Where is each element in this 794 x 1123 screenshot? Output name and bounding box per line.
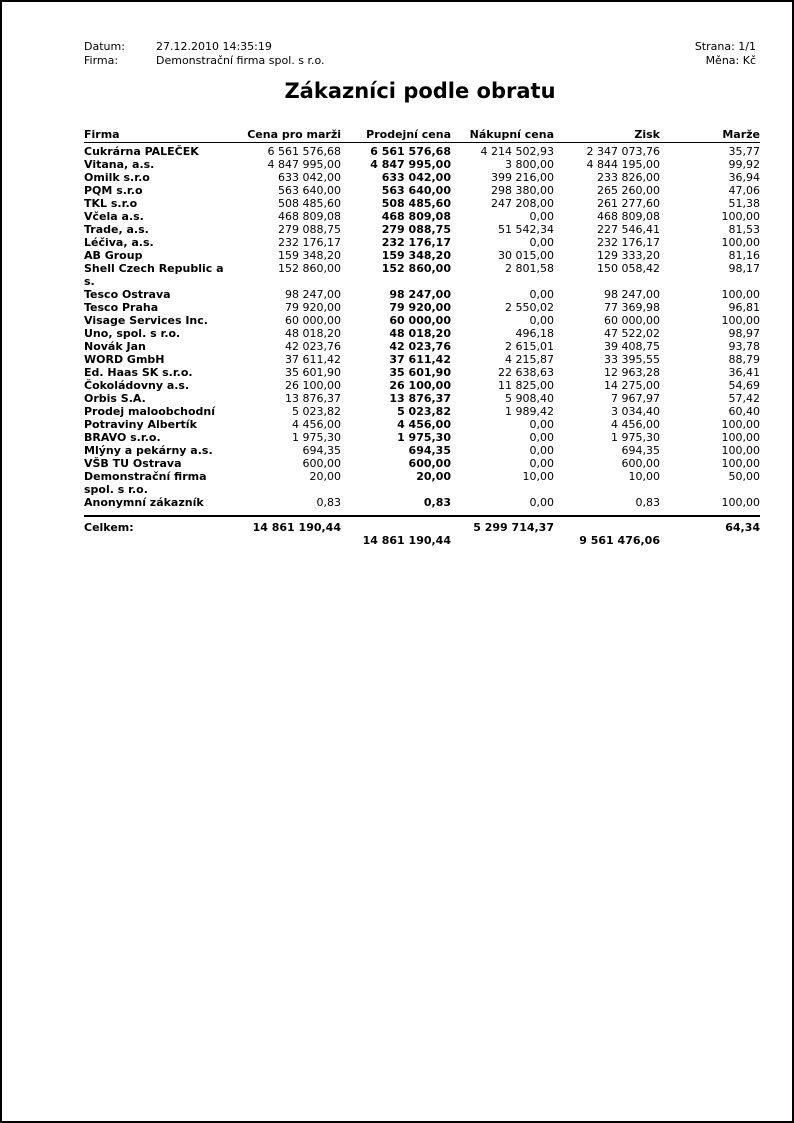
column-header-nakupni_cena: Nákupní cena <box>451 128 554 143</box>
column-header-zisk: Zisk <box>554 128 660 143</box>
cell-zisk: 2 347 073,76 <box>586 145 660 158</box>
cell-firma: Anonymní zákazník <box>84 496 204 509</box>
cell-nakupni_cena: 0,00 <box>529 210 554 223</box>
cell-prodejni_cena: 48 018,20 <box>389 327 451 340</box>
report-content <box>2 2 792 547</box>
cell-zisk: 600,00 <box>621 457 660 470</box>
cell-cena_pro_marzi: 98 247,00 <box>285 288 341 301</box>
cell-firma: Čokoládovny a.s. <box>84 379 190 392</box>
cell-prodejni_cena: 468 809,08 <box>381 210 451 223</box>
cell-firma: WORD GmbH <box>84 353 165 366</box>
table-row <box>84 288 760 301</box>
cell-cena_pro_marzi: 159 348,20 <box>278 249 341 262</box>
cell-prodejni_cena: 600,00 <box>408 457 451 470</box>
cell-zisk: 60 000,00 <box>604 314 660 327</box>
cell-prodejni_cena: 35 601,90 <box>389 366 451 379</box>
cell-zisk: 261 277,60 <box>597 197 660 210</box>
cell-prodejni_cena: 232 176,17 <box>381 236 451 249</box>
meta-right-block <box>695 40 756 68</box>
table-row <box>84 392 760 405</box>
cell-marze: 35,77 <box>728 145 760 158</box>
cell-marze: 100,00 <box>721 236 760 249</box>
cell-cena_pro_marzi: 5 023,82 <box>292 405 341 418</box>
cell-cena_pro_marzi: 26 100,00 <box>285 379 341 392</box>
table-row <box>84 301 760 314</box>
cell-prodejni_cena: 4 847 995,00 <box>370 158 451 171</box>
mena-value: Měna: Kč <box>705 54 756 67</box>
cell-firma: TKL s.r.o <box>84 197 138 210</box>
cell-prodejni_cena: 13 876,37 <box>389 392 451 405</box>
cell-nakupni_cena: 0,00 <box>529 431 554 444</box>
cell-nakupni_cena: 0,00 <box>529 444 554 457</box>
totals-cena-pro-marzi: 14 861 190,44 <box>239 516 341 534</box>
cell-firma: Demonstrační firma spol. s r.o. <box>84 470 207 496</box>
cell-zisk: 150 058,42 <box>597 262 660 275</box>
cell-firma: Včela a.s. <box>84 210 144 223</box>
table-row <box>84 470 760 496</box>
cell-prodejni_cena: 152 860,00 <box>381 262 451 275</box>
cell-prodejni_cena: 20,00 <box>416 470 451 483</box>
cell-zisk: 265 260,00 <box>597 184 660 197</box>
report-meta <box>84 40 756 68</box>
cell-marze: 100,00 <box>721 288 760 301</box>
firma-value: Demonstrační firma spol. s r.o. <box>156 54 325 67</box>
cell-marze: 36,94 <box>728 171 760 184</box>
cell-firma: Prodej maloobchodní <box>84 405 216 418</box>
table-row <box>84 457 760 470</box>
cell-firma: VŠB TU Ostrava <box>84 457 182 470</box>
table-row <box>84 379 760 392</box>
cell-marze: 60,40 <box>728 405 760 418</box>
table-row <box>84 158 760 171</box>
cell-firma: Tesco Ostrava <box>84 288 171 301</box>
cell-nakupni_cena: 0,00 <box>529 236 554 249</box>
cell-zisk: 98 247,00 <box>604 288 660 301</box>
cell-zisk: 468 809,08 <box>597 210 660 223</box>
totals-spacer <box>451 534 554 547</box>
totals-label: Celkem: <box>84 516 239 534</box>
cell-firma: Trade, a.s. <box>84 223 149 236</box>
datum-label: Datum: <box>84 40 125 53</box>
cell-cena_pro_marzi: 232 176,17 <box>278 236 341 249</box>
cell-marze: 47,06 <box>728 184 760 197</box>
cell-marze: 100,00 <box>721 444 760 457</box>
table-row <box>84 143 760 159</box>
cell-cena_pro_marzi: 468 809,08 <box>278 210 341 223</box>
cell-cena_pro_marzi: 152 860,00 <box>278 262 341 275</box>
table-row <box>84 249 760 262</box>
cell-prodejni_cena: 279 088,75 <box>381 223 451 236</box>
cell-zisk: 10,00 <box>628 470 660 483</box>
cell-zisk: 7 967,97 <box>611 392 660 405</box>
cell-cena_pro_marzi: 4 847 995,00 <box>267 158 341 171</box>
cell-nakupni_cena: 5 908,40 <box>505 392 554 405</box>
cell-prodejni_cena: 4 456,00 <box>397 418 451 431</box>
table-row <box>84 314 760 327</box>
table-row <box>84 444 760 457</box>
cell-nakupni_cena: 11 825,00 <box>498 379 554 392</box>
cell-marze: 100,00 <box>721 210 760 223</box>
cell-nakupni_cena: 1 989,42 <box>505 405 554 418</box>
cell-zisk: 227 546,41 <box>597 223 660 236</box>
table-body <box>84 143 760 517</box>
totals-row-1 <box>84 516 760 534</box>
cell-marze: 50,00 <box>728 470 760 483</box>
cell-marze: 99,92 <box>728 158 760 171</box>
firma-label: Firma: <box>84 54 119 67</box>
cell-firma: Cukrárna PALEČEK <box>84 145 199 158</box>
cell-prodejni_cena: 37 611,42 <box>389 353 451 366</box>
cell-prodejni_cena: 6 561 576,68 <box>370 145 451 158</box>
cell-prodejni_cena: 79 920,00 <box>389 301 451 314</box>
cell-nakupni_cena: 2 550,02 <box>505 301 554 314</box>
cell-cena_pro_marzi: 37 611,42 <box>285 353 341 366</box>
cell-marze: 100,00 <box>721 418 760 431</box>
table-row <box>84 210 760 223</box>
table-row <box>84 418 760 431</box>
cell-cena_pro_marzi: 279 088,75 <box>278 223 341 236</box>
column-header-firma: Firma <box>84 128 239 143</box>
cell-prodejni_cena: 0,83 <box>423 496 451 509</box>
cell-firma: AB Group <box>84 249 143 262</box>
cell-zisk: 47 522,02 <box>604 327 660 340</box>
cell-nakupni_cena: 496,18 <box>515 327 554 340</box>
cell-firma: Novák Jan <box>84 340 146 353</box>
cell-marze: 88,79 <box>728 353 760 366</box>
cell-nakupni_cena: 2 801,58 <box>505 262 554 275</box>
table-row <box>84 405 760 418</box>
cell-cena_pro_marzi: 13 876,37 <box>285 392 341 405</box>
cell-zisk: 77 369,98 <box>604 301 660 314</box>
cell-cena_pro_marzi: 0,83 <box>316 496 341 509</box>
cell-marze: 100,00 <box>721 457 760 470</box>
cell-prodejni_cena: 694,35 <box>408 444 451 457</box>
cell-nakupni_cena: 399 216,00 <box>491 171 554 184</box>
cell-marze: 51,38 <box>728 197 760 210</box>
cell-marze: 81,16 <box>728 249 760 262</box>
cell-prodejni_cena: 5 023,82 <box>397 405 451 418</box>
strana-value: Strana: 1/1 <box>694 40 756 53</box>
table-row <box>84 197 760 210</box>
table-row <box>84 262 760 288</box>
table-row <box>84 236 760 249</box>
table-row <box>84 171 760 184</box>
cell-firma: BRAVO s.r.o. <box>84 431 161 444</box>
cell-cena_pro_marzi: 600,00 <box>302 457 341 470</box>
cell-firma: Shell Czech Republic a s. <box>84 262 224 288</box>
cell-prodejni_cena: 633 042,00 <box>381 171 451 184</box>
cell-nakupni_cena: 4 214 502,93 <box>480 145 554 158</box>
cell-zisk: 39 408,75 <box>604 340 660 353</box>
page-title: Zákazníci podle obratu <box>284 79 556 103</box>
cell-marze: 93,78 <box>728 340 760 353</box>
column-header-prodejni_cena: Prodejní cena <box>341 128 451 143</box>
totals-nakupni-cena: 5 299 714,37 <box>451 516 554 534</box>
totals-spacer <box>660 534 760 547</box>
cell-nakupni_cena: 298 380,00 <box>491 184 554 197</box>
cell-zisk: 14 275,00 <box>604 379 660 392</box>
firma-row <box>84 54 325 68</box>
cell-cena_pro_marzi: 35 601,90 <box>285 366 341 379</box>
cell-nakupni_cena: 10,00 <box>522 470 554 483</box>
cell-nakupni_cena: 0,00 <box>529 418 554 431</box>
cell-cena_pro_marzi: 60 000,00 <box>285 314 341 327</box>
cell-zisk: 0,83 <box>635 496 660 509</box>
table-row <box>84 184 760 197</box>
cell-cena_pro_marzi: 1 975,30 <box>292 431 341 444</box>
cell-cena_pro_marzi: 42 023,76 <box>285 340 341 353</box>
cell-marze: 36,41 <box>728 366 760 379</box>
cell-prodejni_cena: 60 000,00 <box>389 314 451 327</box>
cell-cena_pro_marzi: 4 456,00 <box>292 418 341 431</box>
cell-zisk: 4 456,00 <box>611 418 660 431</box>
cell-prodejni_cena: 98 247,00 <box>389 288 451 301</box>
cell-zisk: 232 176,17 <box>597 236 660 249</box>
cell-nakupni_cena: 0,00 <box>529 314 554 327</box>
cell-firma: Vitana, a.s. <box>84 158 155 171</box>
totals-spacer <box>239 534 341 547</box>
table-row <box>84 353 760 366</box>
cell-marze: 57,42 <box>728 392 760 405</box>
customers-by-turnover-table <box>84 128 760 547</box>
cell-prodejni_cena: 563 640,00 <box>381 184 451 197</box>
cell-zisk: 129 333,20 <box>597 249 660 262</box>
cell-prodejni_cena: 159 348,20 <box>381 249 451 262</box>
totals-marze: 64,34 <box>660 516 760 534</box>
cell-firma: PQM s.r.o <box>84 184 143 197</box>
cell-prodejni_cena: 26 100,00 <box>389 379 451 392</box>
cell-firma: Potraviny Albertík <box>84 418 197 431</box>
cell-zisk: 1 975,30 <box>611 431 660 444</box>
totals-row-2 <box>84 534 760 547</box>
meta-left-block <box>84 40 325 68</box>
table-row <box>84 327 760 340</box>
cell-firma: Omilk s.r.o <box>84 171 150 184</box>
cell-cena_pro_marzi: 79 920,00 <box>285 301 341 314</box>
column-header-cena_pro_marzi: Cena pro marži <box>239 128 341 143</box>
totals-spacer <box>341 516 451 534</box>
table-row <box>84 366 760 379</box>
cell-marze: 54,69 <box>728 379 760 392</box>
table-row <box>84 496 760 516</box>
cell-nakupni_cena: 0,00 <box>529 288 554 301</box>
table-row <box>84 431 760 444</box>
cell-marze: 100,00 <box>721 314 760 327</box>
cell-firma: Ed. Haas SK s.r.o. <box>84 366 193 379</box>
cell-cena_pro_marzi: 694,35 <box>302 444 341 457</box>
cell-nakupni_cena: 247 208,00 <box>491 197 554 210</box>
cell-nakupni_cena: 0,00 <box>529 496 554 509</box>
cell-prodejni_cena: 508 485,60 <box>381 197 451 210</box>
cell-cena_pro_marzi: 20,00 <box>309 470 341 483</box>
table-row <box>84 223 760 236</box>
cell-cena_pro_marzi: 508 485,60 <box>278 197 341 210</box>
cell-firma: Orbis S.A. <box>84 392 146 405</box>
cell-marze: 96,81 <box>728 301 760 314</box>
cell-marze: 100,00 <box>721 496 760 509</box>
cell-zisk: 233 826,00 <box>597 171 660 184</box>
cell-firma: Mlýny a pekárny a.s. <box>84 444 213 457</box>
cell-prodejni_cena: 1 975,30 <box>397 431 451 444</box>
cell-nakupni_cena: 51 542,34 <box>498 223 554 236</box>
cell-nakupni_cena: 4 215,87 <box>505 353 554 366</box>
cell-zisk: 33 395,55 <box>604 353 660 366</box>
cell-nakupni_cena: 22 638,63 <box>498 366 554 379</box>
cell-nakupni_cena: 30 015,00 <box>498 249 554 262</box>
cell-firma: Visage Services Inc. <box>84 314 208 327</box>
totals-zisk: 9 561 476,06 <box>579 534 660 547</box>
cell-firma: Tesco Praha <box>84 301 159 314</box>
cell-cena_pro_marzi: 633 042,00 <box>278 171 341 184</box>
cell-nakupni_cena: 0,00 <box>529 457 554 470</box>
totals-spacer <box>554 516 660 534</box>
cell-cena_pro_marzi: 563 640,00 <box>278 184 341 197</box>
datum-value: 27.12.2010 14:35:19 <box>156 40 272 53</box>
totals-spacer <box>84 534 239 547</box>
cell-marze: 81,53 <box>728 223 760 236</box>
cell-zisk: 694,35 <box>621 444 660 457</box>
cell-nakupni_cena: 2 615,01 <box>505 340 554 353</box>
cell-marze: 98,17 <box>728 262 760 275</box>
totals-prodejni-cena: 14 861 190,44 <box>362 534 451 547</box>
cell-zisk: 4 844 195,00 <box>586 158 660 171</box>
cell-cena_pro_marzi: 6 561 576,68 <box>267 145 341 158</box>
cell-zisk: 3 034,40 <box>611 405 660 418</box>
cell-cena_pro_marzi: 48 018,20 <box>285 327 341 340</box>
cell-marze: 98,97 <box>728 327 760 340</box>
table-totals <box>84 516 760 547</box>
table-header-row <box>84 128 760 143</box>
cell-firma: Uno, spol. s r.o. <box>84 327 181 340</box>
cell-zisk: 12 963,28 <box>604 366 660 379</box>
cell-firma: Léčiva, a.s. <box>84 236 154 249</box>
table-row <box>84 340 760 353</box>
column-header-marze: Marže <box>660 128 760 143</box>
cell-nakupni_cena: 3 800,00 <box>505 158 554 171</box>
cell-prodejni_cena: 42 023,76 <box>389 340 451 353</box>
cell-marze: 100,00 <box>721 431 760 444</box>
datum-row <box>84 40 325 54</box>
